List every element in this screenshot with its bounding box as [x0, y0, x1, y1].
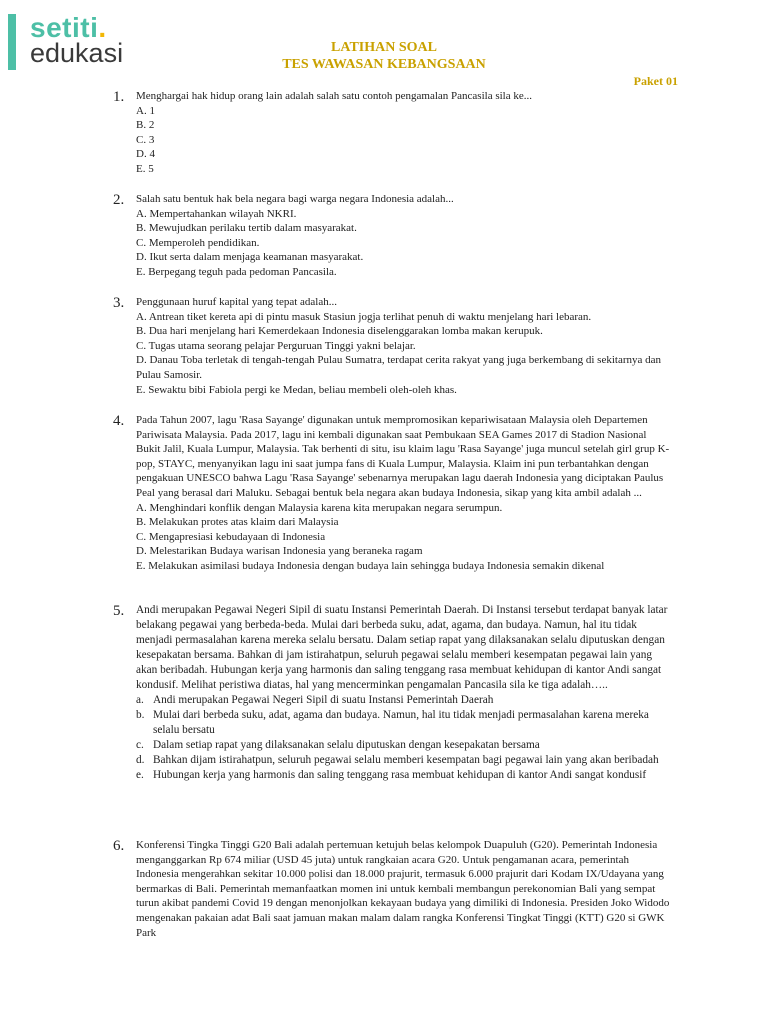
option: C. Tugas utama seorang pelajar Perguruan Tinggi yakni belajar.: [136, 339, 416, 352]
option: [136, 753, 673, 768]
question-body: [136, 603, 673, 783]
question-number: 3.: [113, 295, 125, 311]
question-body: [136, 838, 673, 940]
question-number: 2.: [113, 192, 125, 208]
question-4: [113, 413, 673, 574]
option: [136, 738, 673, 753]
question-1: [113, 89, 673, 177]
question-body: [136, 413, 673, 574]
question-text: Konferensi Tingka Tinggi G20 Bali adalah pertemuan ketujuh belas kelompok Duapuluh (G20). Pemerintah Indonesia menganggarkan Rp 674 miliar (USD 45 juta) untuk rangkaian acara G20. Untuk pengamanan acara, pemerintah Indonesia mengerahkan sekitar 10.000 polisi dan 18.000 prajurit, termasuk 6.000 prajurit dari Kodam IX/Udayana yang bermarkas di Bali. Pemerintah memanfaatkan momen ini untuk kembali membangun perekonomian Bali yang sempat turun akibat pandemi Covid 19 dengan menonjolkan kekayaan budaya yang dimiliki di Indonesia. Presiden Joko Widodo mengenakan pakaian adat Bali saat jamuan makan malam dalam rangka Konferensi Tingkat Tinggi (KTT) G20 si GWK Park: [136, 839, 670, 939]
question-number: 1.: [113, 89, 125, 105]
question-text: Penggunaan huruf kapital yang tepat adalah...: [136, 296, 337, 308]
option: E. Melakukan asimilasi budaya Indonesia dengan budaya lain sehingga budaya Indonesia semakin dikenal: [136, 559, 605, 572]
option: D. Melestarikan Budaya warisan Indonesia yang beraneka ragam: [136, 545, 423, 558]
option: [136, 768, 673, 783]
question-body: [136, 295, 673, 397]
option: A. Antrean tiket kereta api di pintu masuk Stasiun jogja terlihat penuh di waktu menjelang hari lebaran.: [136, 310, 592, 323]
option: D. Ikut serta dalam menjaga keamanan masyarakat.: [136, 251, 364, 264]
option: E. Sewaktu bibi Fabiola pergi ke Medan, beliau membeli oleh-oleh khas.: [136, 383, 457, 396]
option: B. Mewujudkan perilaku tertib dalam masyarakat.: [136, 222, 357, 235]
question-body: [136, 89, 673, 177]
option: A. Mempertahankan wilayah NKRI.: [136, 207, 297, 220]
option: D. 4: [136, 148, 155, 161]
option-text: Hubungan kerja yang harmonis dan saling tenggang rasa membuat kehidupan di kantor Andi sangat kondusif: [153, 769, 647, 781]
option: B. Dua hari menjelang hari Kemerdekaan Indonesia diselenggarakan lomba makan kerupuk.: [136, 325, 543, 338]
logo-line2: edukasi: [30, 38, 124, 68]
option-label: e.: [136, 769, 144, 781]
question-number: 5.: [113, 603, 125, 619]
option: [136, 693, 673, 708]
question-number: 6.: [113, 838, 125, 854]
option-text: Bahkan dijam istirahatpun, seluruh pegawai selalu memberi kesempatan bagi pegawai lain yang akan beribadah: [153, 754, 659, 766]
question-3: [113, 295, 673, 397]
paket-label: Paket 01: [633, 74, 678, 88]
option: E. 5: [136, 162, 154, 175]
option: B. 2: [136, 119, 155, 132]
option-label: b.: [136, 709, 145, 721]
question-body: [136, 192, 673, 280]
option: C. Memperoleh pendidikan.: [136, 236, 260, 249]
page-subtitle: TES WAWASAN KEBANGSAAN: [282, 57, 486, 72]
option: A. Menghindari konflik dengan Malaysia karena kita merupakan negara serumpun.: [136, 501, 503, 514]
question-5: [113, 603, 673, 783]
option-text: Mulai dari berbeda suku, adat, agama dan budaya. Namun, hal itu tidak menjadi permasalahan karena mereka selalu bersatu: [153, 709, 649, 736]
option-label: d.: [136, 754, 145, 766]
option: C. 3: [136, 133, 155, 146]
question-2: [113, 192, 673, 280]
option: [136, 708, 673, 738]
page-title: LATIHAN SOAL: [331, 40, 437, 55]
question-text: Salah satu bentuk hak bela negara bagi warga negara Indonesia adalah...: [136, 193, 454, 205]
logo-line1: setiti.: [30, 12, 107, 43]
option-label: a.: [136, 694, 144, 706]
option: E. Berpegang teguh pada pedoman Pancasila.: [136, 265, 337, 278]
option: C. Mengapresiasi kebudayaan di Indonesia: [136, 530, 326, 543]
question-text: Andi merupakan Pegawai Negeri Sipil di suatu Instansi Pemerintah Daerah. Di Instansi tersebut terdapat banyak latar belakang pegawai yang berbeda-beda. Mulai dari berbeda suku, adat, agama, dan budaya. Namun, hal itu tidak menjadi permasalahan karena mereka selalu bersatu. Dalam setiap rapat yang dilaksanakan selalu diputuskan dengan kesepakatan bersama. Bahkan di jam istirahatpun, seluruh pegawai selalu memberi kesempatan pegawai lain yang akan beribadah. Hubungan kerja yang harmonis dan saling tenggang rasa membuat kehidupan di kantor Andi sangat kondusif. Melihat peristiwa diatas, hal yang mencerminkan pengamalan Pancasila sila ke tiga adalah…..: [136, 604, 668, 691]
option-text: Andi merupakan Pegawai Negeri Sipil di suatu Instansi Pemerintah Daerah: [153, 694, 494, 706]
question-number: 4.: [113, 413, 125, 429]
option: B. Melakukan protes atas klaim dari Malaysia: [136, 516, 339, 529]
option-label: c.: [136, 739, 144, 751]
option-text: Dalam setiap rapat yang dilaksanakan selalu diputuskan dengan kesepakatan bersama: [153, 739, 540, 751]
question-6: [113, 838, 673, 940]
option: D. Danau Toba terletak di tengah-tengah Pulau Sumatra, terdapat cerita rakyat yang juga berkembang di sekitarnya dan Pulau Samosir.: [136, 354, 661, 381]
logo-dot: .: [98, 12, 107, 43]
question-text: Menghargai hak hidup orang lain adalah salah satu contoh pengamalan Pancasila sila ke...: [136, 90, 532, 102]
question-text: Pada Tahun 2007, lagu 'Rasa Sayange' digunakan untuk mempromosikan kepariwisataan Malaysia oleh Departemen Pariwisata Malaysia. Pada 2017, lagu ini kembali digunakan saat Pembukaan SEA Games 2017 di Stadion Nasional Bukit Jalil, Kuala Lumpur, Malaysia. Tak berhenti di situ, isu klaim lagu 'Rasa Sayange' juga muncul setelah girl grup K-pop, STAYC, menyanyikan lagu ini saat jumpa fans di Kuala Lumpur, Malaysia. Klaim ini pun terbantahkan dengan pengakuan UNESCO bahwa Lagu 'Rasa Sayange' sebenarnya merupakan lagu daerah Indonesia yang diciptakan Paulus Peal yang berasal dari Maluku. Sebagai bentuk bela negara akan budaya Indonesia, sikap yang kita ambil adalah ...: [136, 414, 670, 499]
option: A. 1: [136, 104, 155, 117]
